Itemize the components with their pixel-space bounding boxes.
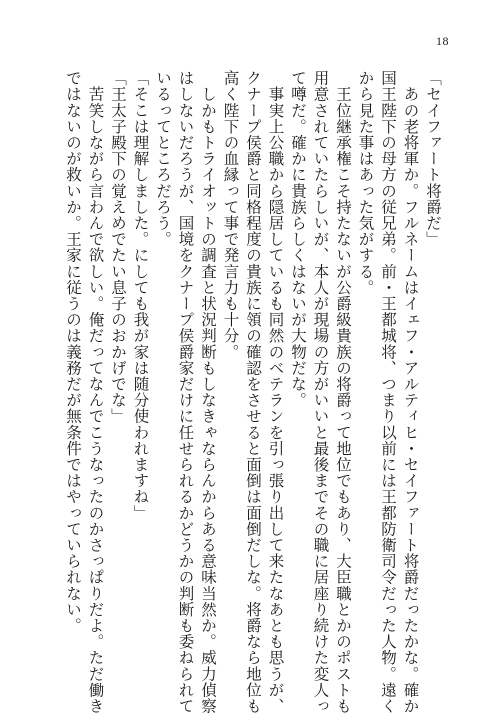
text-line: 国王陛下の母方の従兄弟。前・王都城将、つまり以前には王都防衛司令だった人物。遠く <box>379 70 397 714</box>
text-line: 「セイファート将爵だ」 <box>424 70 442 248</box>
text-line: 用意されていたらしいが、本人が現場の方がいいと最後までその職に居座り続けた変人っ <box>311 70 330 714</box>
text-line: クナープ侯爵と同格程度の貴族に領の確認をさせると面倒は面倒だしな。将爵なら地位も <box>244 70 262 714</box>
text-line: から見た事はあった気がする。 <box>356 70 375 296</box>
vertical-text-body <box>64 70 444 714</box>
text-line: ではないのが救いか。王家に従うのは義務だが無条件ではやっていられない。 <box>64 70 82 634</box>
text-line: いるってところだろう。 <box>154 70 172 248</box>
text-line: あの老将軍か。フルネームはイェフ・アルティヒ・セイファート将爵だったかな。確か <box>401 70 420 714</box>
text-line: 「そこは理解しました。にしても我が家は随分使われますね」 <box>131 70 150 521</box>
text-line: しかもトライオットの調査と状況判断もしなきゃならんからある意味当然か。威力偵察 <box>199 70 217 714</box>
text-line: 「王太子殿下の覚えめでたい息子のおかげでな」 <box>109 70 127 425</box>
text-line: はしないだろうが、国境をクナープ侯爵家だけに任せられるかどうかの判断も委ねられて <box>176 70 195 714</box>
text-line: 苦笑しながら言わんで欲しい。俺だってなんでこうなったのかさっぱりだよ。ただ働き <box>86 70 105 714</box>
text-line: 王位継承権こそ持たないが公爵級貴族の将爵って地位でもあり、大臣職とかのポストも <box>334 70 352 714</box>
text-line: 事実上公職から隠居しているも同然のベテランを引っ張り出して来たなあとも思うが、 <box>266 70 285 714</box>
text-line: て噂だ。確かに貴族らしくはないが大物だな。 <box>289 70 307 409</box>
page-number: 18 <box>436 34 449 48</box>
text-line: 高く陛下の血縁って事で発言力も十分。 <box>221 70 240 360</box>
